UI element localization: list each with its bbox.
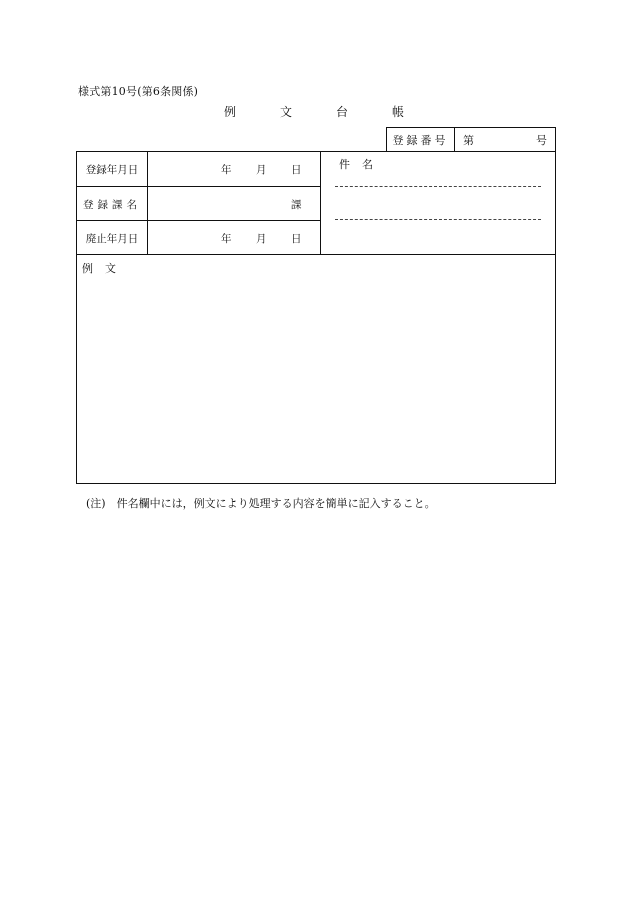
title-char: 例 — [224, 105, 237, 119]
registration-prefix: 第 — [463, 133, 474, 147]
title-char: 文 — [279, 105, 292, 119]
month-unit: 月 — [256, 233, 267, 245]
year-unit: 年 — [221, 233, 232, 245]
registration-suffix: 号 — [536, 133, 547, 147]
registration-number-field[interactable] — [455, 128, 555, 151]
abolish-date-row — [77, 220, 320, 255]
dept-unit: 課 — [291, 199, 302, 211]
registration-dept-field[interactable] — [148, 187, 320, 221]
document-title — [224, 103, 404, 120]
title-char: 帳 — [391, 105, 404, 119]
registration-number-box — [386, 127, 556, 151]
registration-dept-label: 登録課名 — [77, 187, 148, 221]
subject-line-2[interactable] — [335, 219, 541, 220]
abolish-date-field[interactable] — [148, 221, 320, 255]
year-unit: 年 — [221, 164, 232, 176]
abolish-date-label: 廃止年月日 — [77, 221, 148, 255]
footnote: (注) 件名欄中には，例文により処理する内容を簡単に記入すること。 — [86, 497, 436, 510]
form-label: 様式第10号(第6条関係) — [78, 85, 199, 98]
subject-label: 件名 — [339, 158, 385, 171]
title-char: 台 — [335, 105, 348, 119]
example-text-label: 例文 — [82, 262, 128, 275]
registration-date-label: 登録年月日 — [77, 152, 148, 186]
subject-line-1[interactable] — [335, 186, 541, 187]
day-unit: 日 — [291, 233, 302, 245]
registration-dept-row — [77, 186, 320, 221]
registration-date-field[interactable] — [148, 152, 320, 186]
column-divider — [320, 152, 321, 254]
day-unit: 日 — [291, 164, 302, 176]
header-section — [77, 152, 555, 255]
ledger-form — [76, 151, 556, 484]
registration-number-label: 登録番号 — [387, 128, 455, 151]
month-unit: 月 — [256, 164, 267, 176]
registration-date-row — [77, 152, 320, 186]
